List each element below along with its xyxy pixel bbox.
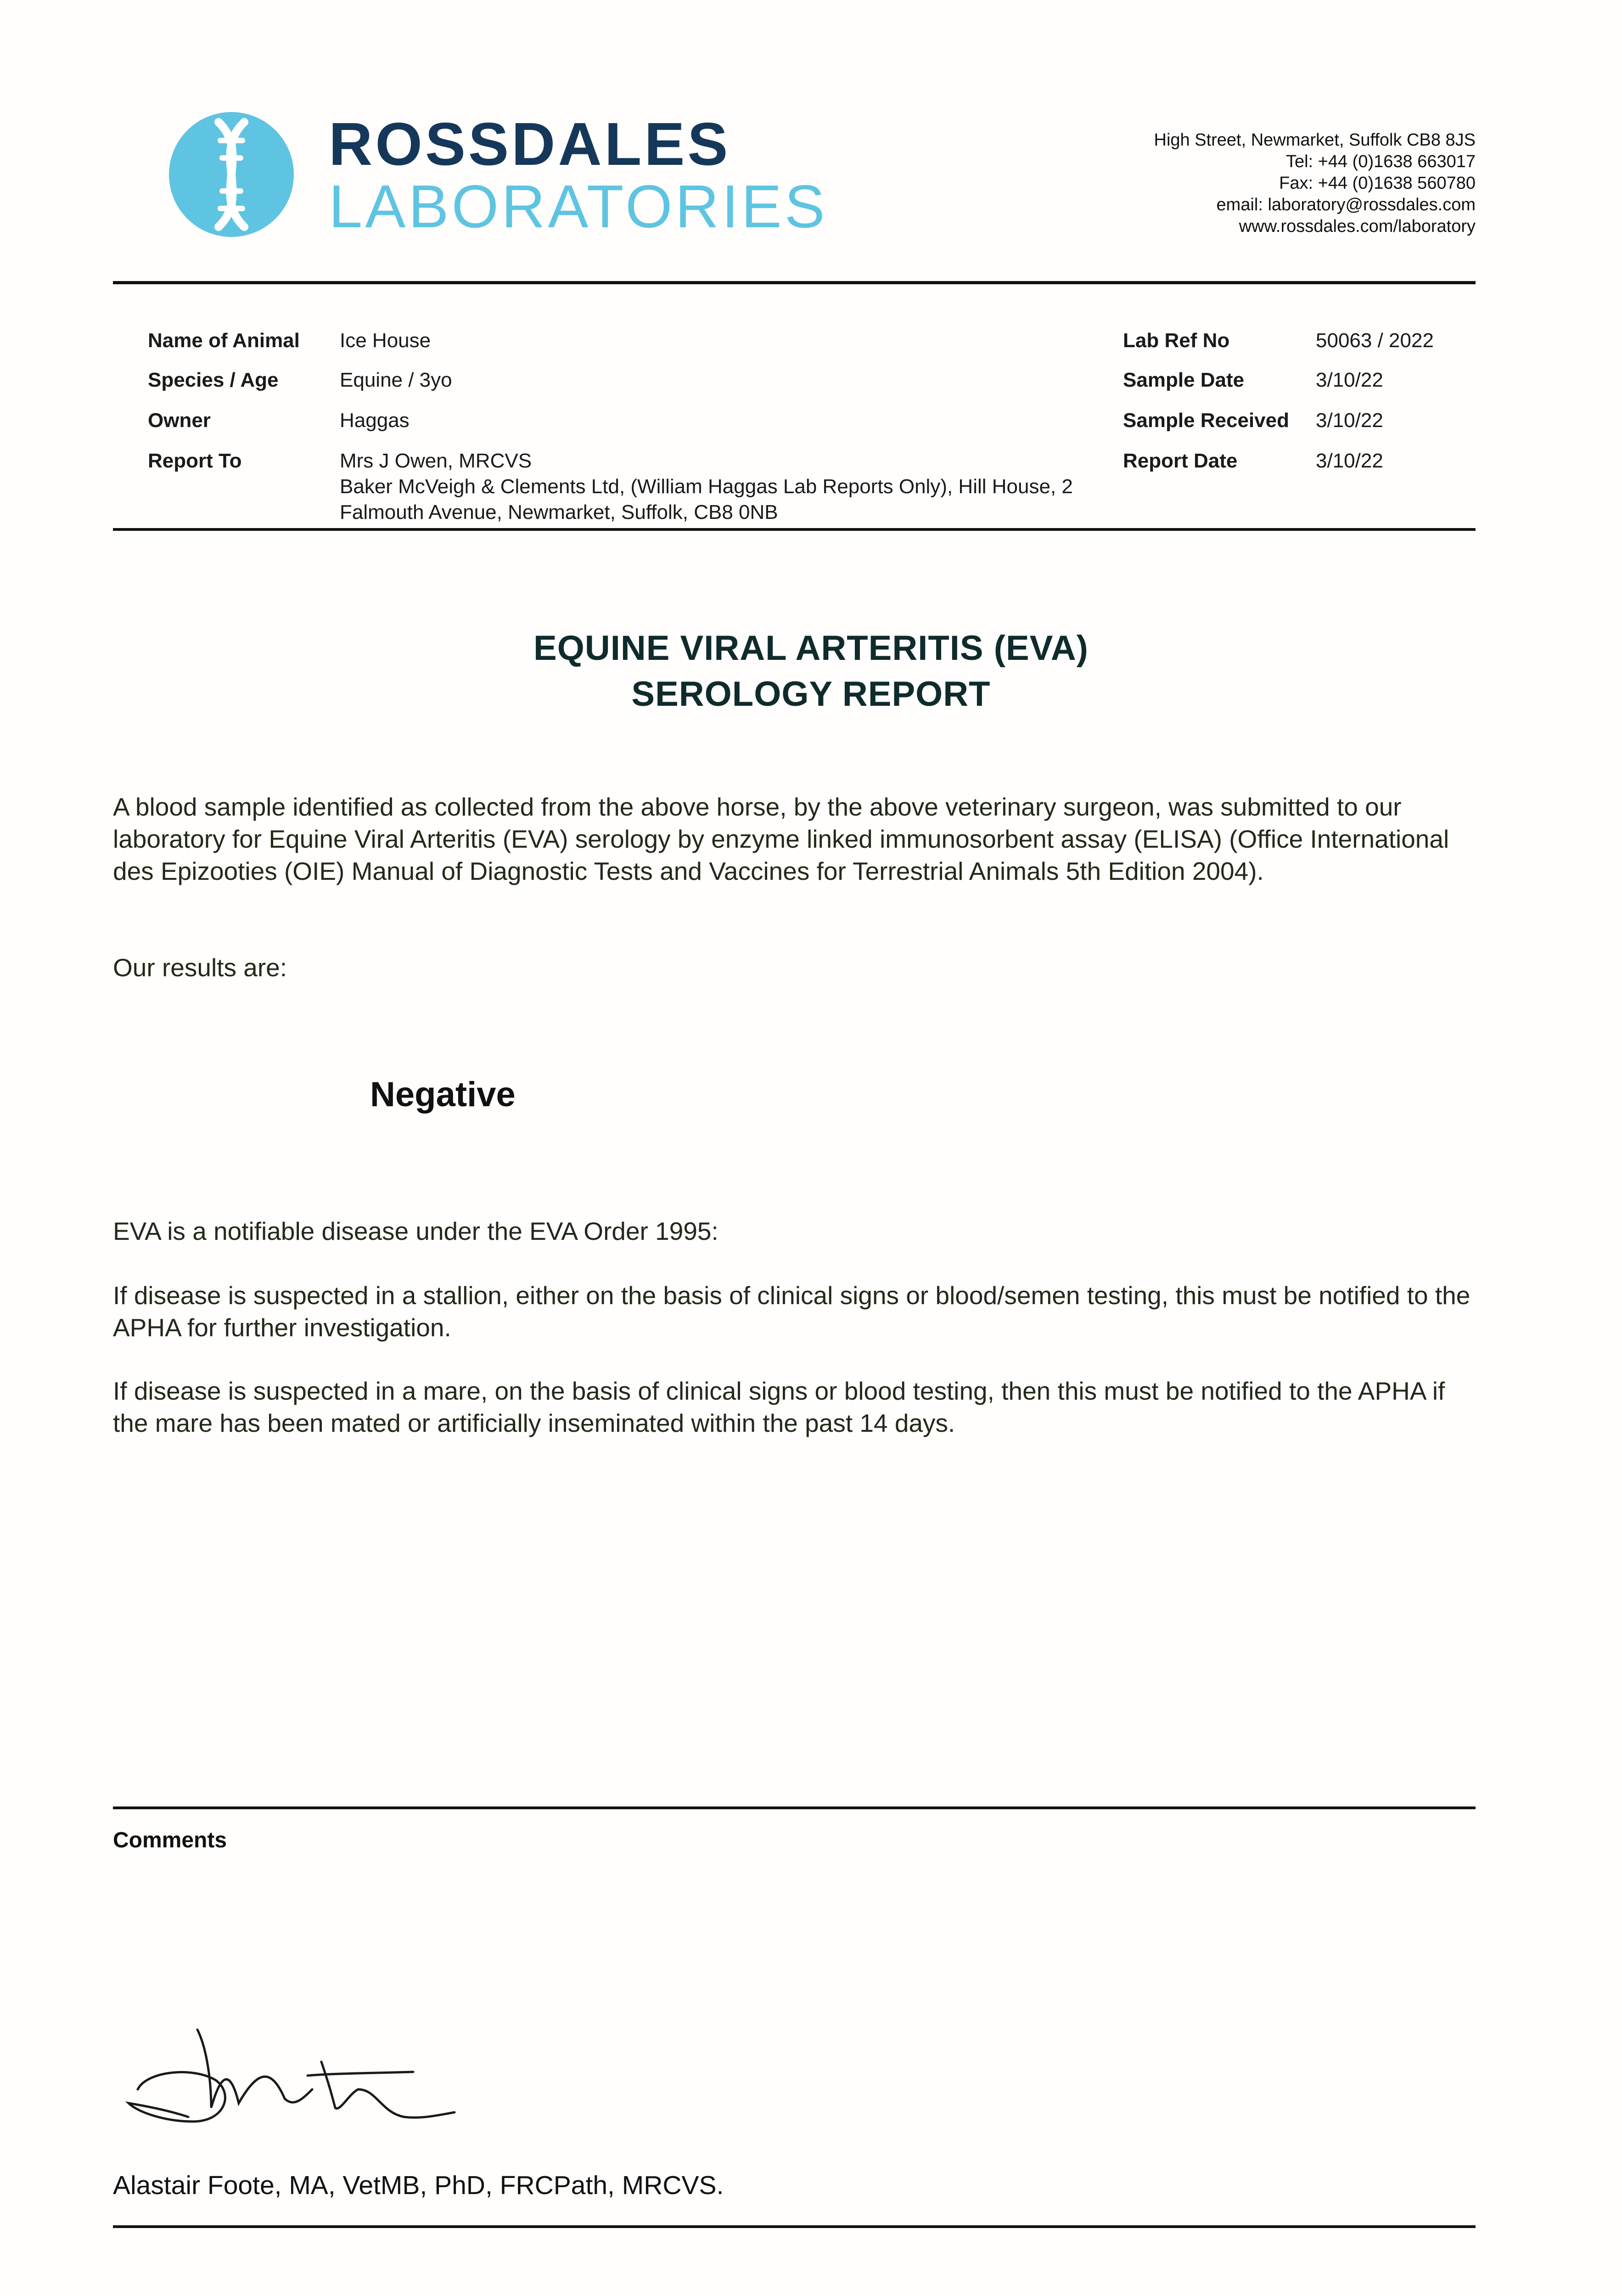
value-lab-ref-no: 50063 / 2022	[1316, 329, 1434, 352]
label-sample-received: Sample Received	[1123, 409, 1289, 432]
label-sample-date: Sample Date	[1123, 369, 1245, 391]
address: High Street, Newmarket, Suffolk CB8 8JS	[1154, 130, 1476, 150]
report-to-line: Mrs J Owen, MRCVS	[340, 450, 532, 472]
label-owner: Owner	[148, 409, 211, 432]
label-report-date: Report Date	[1123, 450, 1238, 472]
dna-helix-icon	[169, 112, 294, 237]
label-species-age: Species / Age	[148, 369, 279, 391]
report-title-line2: SEROLOGY REPORT	[631, 675, 991, 714]
value-name-of-animal: Ice House	[340, 329, 431, 352]
label-report-to: Report To	[148, 450, 242, 472]
result-value: Negative	[370, 1075, 516, 1114]
value-sample-received: 3/10/22	[1316, 409, 1383, 432]
value-sample-date: 3/10/22	[1316, 369, 1383, 391]
email-link[interactable]: email: laboratory@rossdales.com	[1216, 195, 1476, 214]
info-divider	[113, 528, 1476, 531]
notifiable-paragraph: EVA is a notifiable disease under the EVA Order 1995:	[113, 1217, 718, 1245]
report-to-line: Falmouth Avenue, Newmarket, Suffolk, CB8 0NB	[340, 501, 778, 523]
signature	[119, 2020, 477, 2140]
mare-paragraph: If disease is suspected in a mare, on the basis of clinical signs or blood testing, then this must be notified to the APHA if the mare has been mated or artificially inseminated within the past 14 days.	[113, 1377, 1445, 1437]
value-species-age: Equine / 3yo	[340, 369, 452, 391]
label-name-of-animal: Name of Animal	[148, 329, 300, 352]
comments-divider	[113, 1806, 1476, 1809]
brand-name-secondary: LABORATORIES	[329, 173, 828, 240]
header-divider	[113, 281, 1476, 284]
brand-name-primary: ROSSDALES	[329, 110, 731, 178]
footer-divider	[113, 2225, 1476, 2228]
intro-paragraph: A blood sample identified as collected from the above horse, by the above veterinary surgeon, was submitted to our laboratory for Equine Viral Arteritis (EVA) serology by enzyme linked immunosorbent assay (ELISA) (Office International des Epizooties (OIE) Manual of Diagnostic Tests and Vaccines for Terrestrial Animals 5th Edition 2004).	[113, 793, 1449, 885]
report-to-line: Baker McVeigh & Clements Ltd, (William Haggas Lab Reports Only), Hill House, 2	[340, 475, 1073, 498]
website-link[interactable]: www.rossdales.com/laboratory	[1239, 217, 1476, 236]
stallion-paragraph: If disease is suspected in a stallion, either on the basis of clinical signs or blood/semen testing, this must be notified to the APHA for further investigation.	[113, 1281, 1470, 1342]
label-lab-ref-no: Lab Ref No	[1123, 329, 1230, 352]
contact-block	[1154, 129, 1476, 237]
fax: Fax: +44 (0)1638 560780	[1279, 174, 1476, 193]
value-report-to	[340, 448, 1073, 525]
value-owner: Haggas	[340, 409, 410, 432]
signer-name: Alastair Foote, MA, VetMB, PhD, FRCPath, MRCVS.	[113, 2171, 724, 2200]
telephone: Tel: +44 (0)1638 663017	[1285, 152, 1476, 171]
value-report-date: 3/10/22	[1316, 450, 1383, 472]
results-intro: Our results are:	[113, 953, 287, 982]
comments-label: Comments	[113, 1828, 227, 1852]
report-title-line1: EQUINE VIRAL ARTERITIS (EVA)	[533, 629, 1089, 668]
